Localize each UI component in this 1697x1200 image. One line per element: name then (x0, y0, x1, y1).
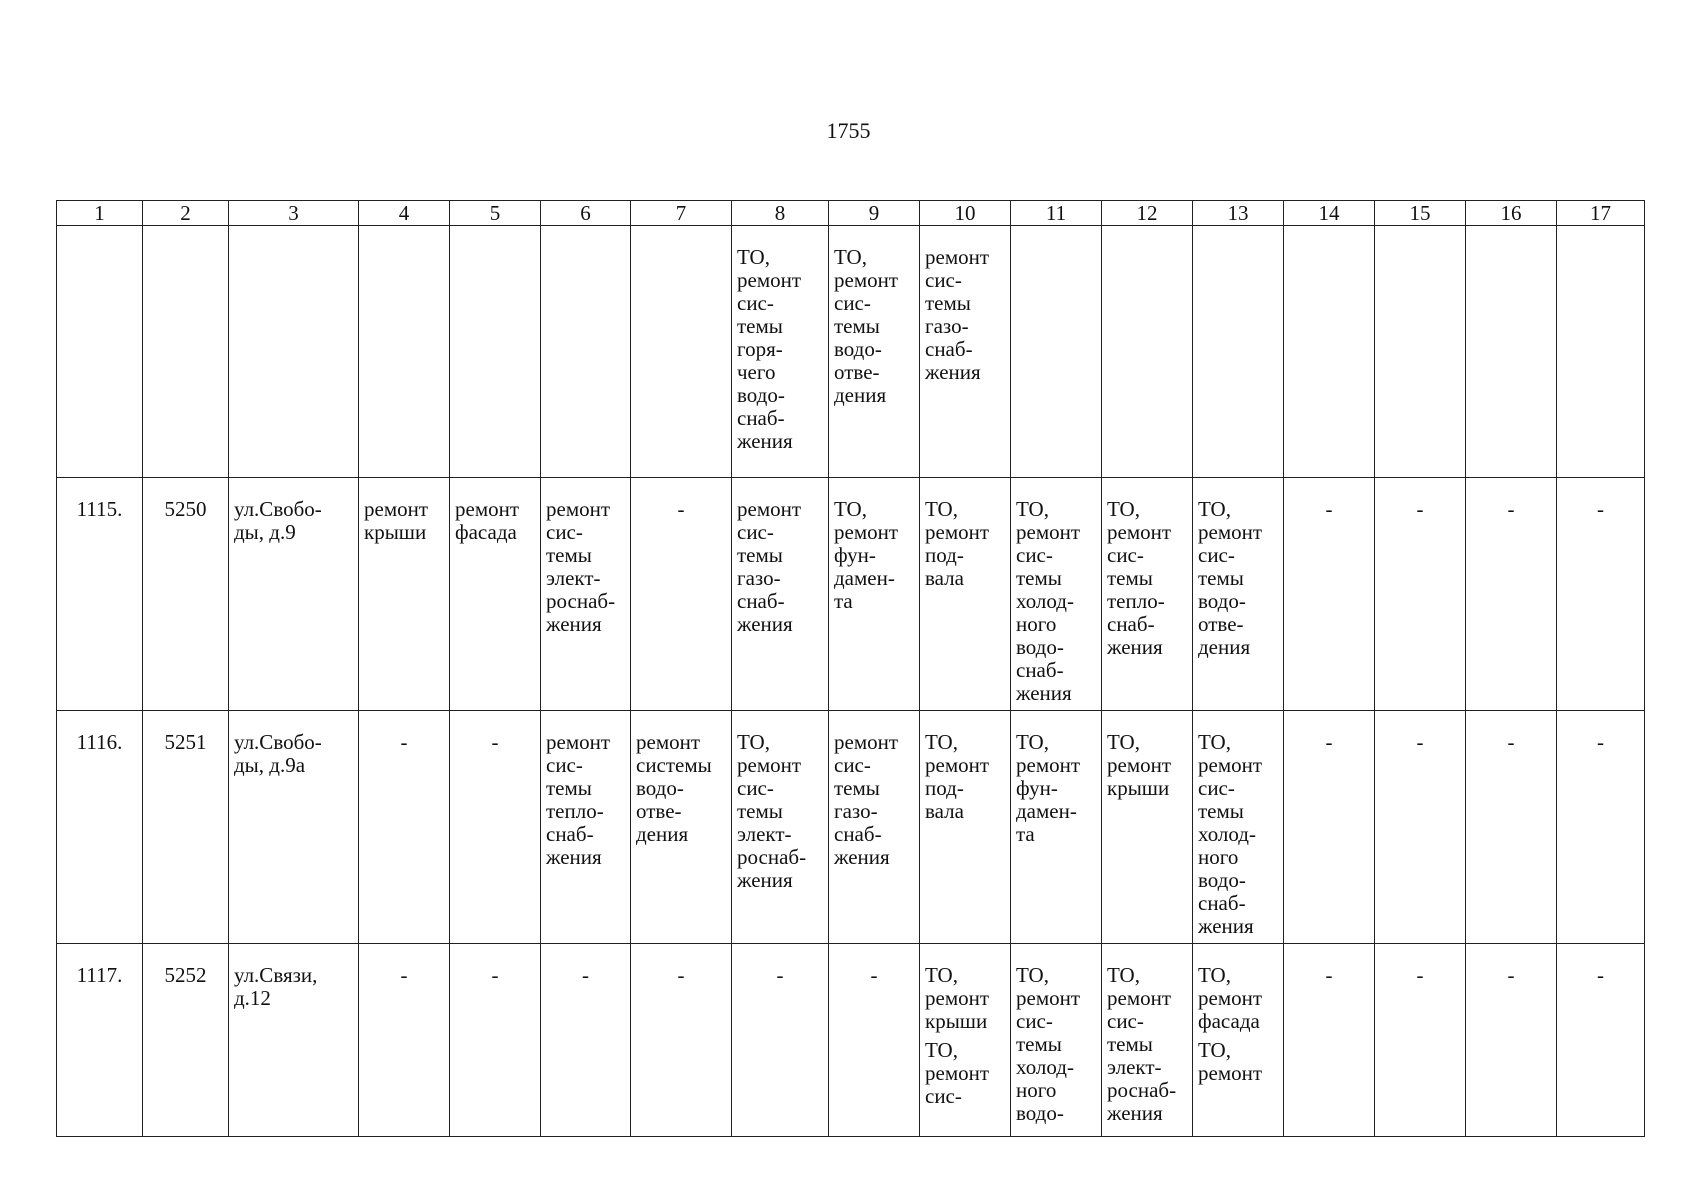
cell-line: темы (546, 776, 592, 800)
cell-line: ды, д.9а (234, 753, 306, 777)
cell-line: ул.Свобо- (234, 730, 322, 754)
cell-line: отве- (636, 799, 682, 823)
table-cell-col-16 (1466, 478, 1557, 711)
cell-line: крыши (364, 520, 427, 544)
cell-line: сис- (1198, 776, 1235, 800)
cell-line: дения (1198, 635, 1251, 659)
cell-line: элект- (737, 822, 792, 846)
table-cell-col-6 (541, 944, 631, 1137)
cell-line: жения (834, 845, 890, 869)
table-cell-col-13 (1193, 478, 1284, 711)
table-cell-col-8 (732, 226, 829, 478)
table-cell-col-11 (1011, 478, 1102, 711)
cell-text: - (1597, 497, 1604, 521)
table-cell-col-1 (57, 226, 143, 478)
cell-text: - (1325, 730, 1333, 754)
table-cell-col-8 (732, 478, 829, 711)
cell-text: - (1325, 963, 1333, 987)
cell-line: темы (546, 543, 592, 567)
table-cell-col-5 (450, 944, 541, 1137)
cell-line: - (491, 963, 499, 987)
cell-line: ного (1198, 845, 1239, 869)
cell-line: ТО, (925, 1038, 958, 1062)
table-row (57, 478, 1645, 711)
cell-line: ремонт (1107, 986, 1172, 1010)
cell-text: 5251 (164, 730, 207, 754)
cell-line: сис- (546, 753, 583, 777)
cell-line: - (776, 963, 784, 987)
table-cell-col-15 (1375, 478, 1466, 711)
column-header: 11 (1011, 201, 1102, 226)
cell-line: жения (546, 612, 602, 636)
table-cell-col-13 (1193, 226, 1284, 478)
table-cell-col-2 (143, 226, 229, 478)
cell-line: ТО, (925, 963, 958, 987)
table-cell-col-14 (1284, 226, 1375, 478)
cell-line: жения (1107, 635, 1163, 659)
cell-line: темы (925, 291, 971, 315)
cell-text: 1116. (76, 730, 123, 754)
cell-line: роснаб- (737, 845, 807, 869)
cell-text: - (1507, 497, 1515, 521)
cell-line: жения (737, 868, 793, 892)
works-table (56, 200, 1645, 1137)
cell-line: ТО, (737, 245, 770, 269)
cell-line: темы (1016, 1032, 1062, 1056)
cell-line: ТО, (1107, 963, 1140, 987)
cell-line: ТО, (737, 730, 770, 754)
cell-line: ремонт (1198, 986, 1263, 1010)
cell-line: жения (1198, 914, 1254, 938)
table-cell-col-6 (541, 478, 631, 711)
column-header: 6 (541, 201, 631, 226)
cell-line: снаб- (925, 337, 973, 361)
table-cell-col-5 (450, 711, 541, 944)
cell-line: роснаб- (546, 589, 616, 613)
cell-line: дамен- (1016, 799, 1077, 823)
cell-line: водо- (834, 337, 882, 361)
cell-line: д.12 (234, 986, 271, 1010)
table-cell-col-7 (631, 944, 732, 1137)
column-header: 3 (229, 201, 359, 226)
cell-line: - (582, 963, 589, 987)
table-cell-col-17 (1557, 711, 1645, 944)
cell-line: под- (925, 776, 964, 800)
table-cell-col-5 (450, 226, 541, 478)
table-cell-col-10 (920, 711, 1011, 944)
cell-line: газо- (737, 566, 781, 590)
table-cell-col-3 (229, 478, 359, 711)
column-header: 17 (1557, 201, 1645, 226)
table-cell-col-17 (1557, 478, 1645, 711)
table-cell-col-7 (631, 226, 732, 478)
cell-line: сис- (834, 753, 871, 777)
cell-line: ул.Связи, (234, 963, 318, 987)
cell-line: холод- (1198, 822, 1256, 846)
table-cell-col-6 (541, 711, 631, 944)
table-cell-col-5 (450, 478, 541, 711)
cell-line: водо- (636, 776, 684, 800)
cell-line: темы (1198, 799, 1244, 823)
cell-line: жения (737, 612, 793, 636)
cell-line: ремонт (925, 986, 990, 1010)
cell-line: роснаб- (1107, 1078, 1177, 1102)
table-cell-col-1 (57, 944, 143, 1137)
cell-line: темы (737, 799, 783, 823)
cell-line: ремонт (925, 245, 990, 269)
column-header: 5 (450, 201, 541, 226)
cell-line: горя- (737, 337, 783, 361)
table-cell-col-8 (732, 944, 829, 1137)
table-cell-col-15 (1375, 711, 1466, 944)
cell-line: сис- (925, 268, 962, 292)
cell-line: ремонт (1016, 753, 1081, 777)
table-cell-col-10 (920, 944, 1011, 1137)
cell-line: ремонт (1016, 986, 1081, 1010)
cell-line: та (1016, 822, 1035, 846)
cell-line: ТО, (1198, 497, 1231, 521)
table-cell-col-9 (829, 944, 920, 1137)
cell-line: ного (1016, 612, 1057, 636)
cell-line: сис- (1107, 1009, 1144, 1033)
cell-line: - (400, 730, 408, 754)
cell-line: - (491, 730, 499, 754)
table-cell-col-4 (359, 478, 450, 711)
table-cell-col-7 (631, 711, 732, 944)
table-cell-col-17 (1557, 944, 1645, 1137)
table-cell-col-8 (732, 711, 829, 944)
cell-line: - (677, 963, 685, 987)
table-cell-col-9 (829, 711, 920, 944)
column-header: 10 (920, 201, 1011, 226)
cell-text: - (1597, 963, 1604, 987)
column-header: 7 (631, 201, 732, 226)
cell-line: ул.Свобо- (234, 497, 322, 521)
cell-line: снаб- (834, 822, 882, 846)
table-cell-col-16 (1466, 711, 1557, 944)
cell-text: 1117. (76, 963, 123, 987)
table-cell-col-9 (829, 226, 920, 478)
cell-line: ремонт (364, 497, 429, 521)
cell-line: газо- (925, 314, 969, 338)
cell-line: ТО, (1107, 497, 1140, 521)
table-cell-col-12 (1102, 711, 1193, 944)
table-cell-col-2 (143, 944, 229, 1137)
table-cell-col-11 (1011, 944, 1102, 1137)
cell-line: та (834, 589, 853, 613)
cell-line: системы (636, 753, 712, 777)
cell-line: жения (1016, 681, 1072, 705)
cell-line: сис- (737, 776, 774, 800)
header-row (57, 201, 1645, 226)
table-cell-col-11 (1011, 226, 1102, 478)
cell-line: тепло- (546, 799, 604, 823)
cell-line: отве- (1198, 612, 1244, 636)
table-row (57, 944, 1645, 1137)
table-cell-col-15 (1375, 944, 1466, 1137)
cell-line: фун- (834, 543, 876, 567)
table-cell-col-2 (143, 711, 229, 944)
table-cell-col-1 (57, 711, 143, 944)
cell-line: сис- (1107, 543, 1144, 567)
cell-line: темы (1016, 566, 1062, 590)
cell-line: крыши (1107, 776, 1170, 800)
cell-line: снаб- (1198, 891, 1246, 915)
cell-line: ремонт (925, 520, 990, 544)
cell-line: темы (737, 314, 783, 338)
cell-line: ТО, (834, 245, 867, 269)
cell-line: сис- (1016, 543, 1053, 567)
table-cell-col-14 (1284, 478, 1375, 711)
cell-line: - (870, 963, 878, 987)
table-cell-col-4 (359, 226, 450, 478)
cell-line: ТО, (1016, 497, 1049, 521)
cell-line: ремонт (546, 497, 611, 521)
cell-line: водо- (737, 383, 785, 407)
table-cell-col-16 (1466, 226, 1557, 478)
cell-line: ремонт (925, 753, 990, 777)
table-cell-col-17 (1557, 226, 1645, 478)
table-cell-col-1 (57, 478, 143, 711)
cell-line: ТО, (834, 497, 867, 521)
cell-line: газо- (834, 799, 878, 823)
cell-text: - (1416, 963, 1424, 987)
cell-text: - (1325, 497, 1333, 521)
cell-line: ремонт (1198, 753, 1263, 777)
cell-line: ремонт (737, 497, 802, 521)
cell-line: снаб- (737, 589, 785, 613)
cell-text: - (1507, 963, 1515, 987)
cell-line: тепло- (1107, 589, 1165, 613)
column-header: 16 (1466, 201, 1557, 226)
table-cell-col-7 (631, 478, 732, 711)
cell-line: ремонт (1107, 520, 1172, 544)
cell-text: - (1597, 730, 1604, 754)
table-cell-col-12 (1102, 944, 1193, 1137)
cell-line: - (400, 963, 408, 987)
cell-line: жения (546, 845, 602, 869)
cell-line: холод- (1016, 1055, 1074, 1079)
cell-line: ремонт (834, 730, 899, 754)
cell-line: ремонт (455, 497, 520, 521)
table-cell-col-10 (920, 478, 1011, 711)
cell-line: сис- (737, 520, 774, 544)
cell-line: фасада (1198, 1009, 1260, 1033)
cell-line: под- (925, 543, 964, 567)
cell-line: дения (636, 822, 689, 846)
cell-text: - (1416, 497, 1424, 521)
cell-line: вала (925, 566, 964, 590)
cell-text: - (1507, 730, 1515, 754)
cell-line: снаб- (546, 822, 594, 846)
column-header: 9 (829, 201, 920, 226)
table-cell-col-12 (1102, 478, 1193, 711)
cell-line: ремонт (546, 730, 611, 754)
cell-text: 1115. (76, 497, 123, 521)
cell-line: темы (834, 776, 880, 800)
cell-line: ремонт (1016, 520, 1081, 544)
cell-line: - (677, 497, 685, 521)
cell-line: вала (925, 799, 964, 823)
table-cell-col-14 (1284, 944, 1375, 1137)
cell-line: ремонт (737, 753, 802, 777)
table-cell-col-4 (359, 944, 450, 1137)
cell-text: - (1416, 730, 1424, 754)
cell-line: водо- (1198, 868, 1246, 892)
cell-line: темы (834, 314, 880, 338)
column-header: 2 (143, 201, 229, 226)
cell-line: дамен- (834, 566, 895, 590)
cell-line: ТО, (1198, 1038, 1231, 1062)
cell-line: ТО, (1016, 730, 1049, 754)
table-cell-col-15 (1375, 226, 1466, 478)
cell-line: ного (1016, 1078, 1057, 1102)
cell-line: снаб- (737, 406, 785, 430)
cell-line: темы (1107, 1032, 1153, 1056)
cell-line: сис- (1016, 1009, 1053, 1033)
cell-line: чего (737, 360, 776, 384)
cell-line: дения (834, 383, 887, 407)
table-row (57, 711, 1645, 944)
cell-line: ремонт (925, 1061, 990, 1085)
cell-line: ремонт (834, 268, 899, 292)
cell-line: элект- (1107, 1055, 1162, 1079)
cell-line: сис- (737, 291, 774, 315)
cell-line: крыши (925, 1009, 988, 1033)
cell-line: снаб- (1107, 612, 1155, 636)
column-header: 12 (1102, 201, 1193, 226)
cell-line: ТО, (1198, 963, 1231, 987)
cell-text: 5252 (164, 963, 207, 987)
column-header: 4 (359, 201, 450, 226)
cell-text: 5250 (164, 497, 207, 521)
cell-line: темы (1198, 566, 1244, 590)
column-header: 13 (1193, 201, 1284, 226)
page-number: 1755 (826, 118, 871, 143)
cell-line: ремонт (1107, 753, 1172, 777)
table-cell-col-10 (920, 226, 1011, 478)
cell-line: темы (1107, 566, 1153, 590)
cell-line: холод- (1016, 589, 1074, 613)
table-cell-col-3 (229, 711, 359, 944)
cell-line: ТО, (1198, 730, 1231, 754)
table-cell-col-11 (1011, 711, 1102, 944)
column-header: 14 (1284, 201, 1375, 226)
cell-line: водо- (1198, 589, 1246, 613)
cell-line: темы (737, 543, 783, 567)
cell-line: ремонт (1198, 520, 1263, 544)
cell-line: ремонт (636, 730, 701, 754)
cell-line: сис- (834, 291, 871, 315)
cell-line: ремонт (737, 268, 802, 292)
table-cell-col-12 (1102, 226, 1193, 478)
table-cell-col-14 (1284, 711, 1375, 944)
cell-line: жения (1107, 1101, 1163, 1125)
cell-line: снаб- (1016, 658, 1064, 682)
cell-line: фасада (455, 520, 517, 544)
column-header: 8 (732, 201, 829, 226)
column-header: 1 (57, 201, 143, 226)
table-cell-col-9 (829, 478, 920, 711)
cell-line: сис- (1198, 543, 1235, 567)
cell-line: ТО, (925, 730, 958, 754)
table-cell-col-3 (229, 944, 359, 1137)
cell-line: ТО, (925, 497, 958, 521)
cell-line: фун- (1016, 776, 1058, 800)
cell-line: ремонт (834, 520, 899, 544)
cell-line: жения (737, 429, 793, 453)
cell-line: сис- (925, 1084, 962, 1108)
cell-line: ТО, (1107, 730, 1140, 754)
cell-line: элект- (546, 566, 601, 590)
cell-line: отве- (834, 360, 880, 384)
cell-line: ремонт (1198, 1061, 1263, 1085)
table-cell-col-3 (229, 226, 359, 478)
table-cell-col-2 (143, 478, 229, 711)
table-cell-col-16 (1466, 944, 1557, 1137)
table-row (57, 226, 1645, 478)
cell-line: водо- (1016, 1101, 1064, 1125)
column-header: 15 (1375, 201, 1466, 226)
table-cell-col-13 (1193, 711, 1284, 944)
table-cell-col-4 (359, 711, 450, 944)
cell-line: жения (925, 360, 981, 384)
cell-line: ды, д.9 (234, 520, 296, 544)
cell-line: ТО, (1016, 963, 1049, 987)
table-cell-col-13 (1193, 944, 1284, 1137)
table-cell-col-6 (541, 226, 631, 478)
cell-line: сис- (546, 520, 583, 544)
cell-line: водо- (1016, 635, 1064, 659)
